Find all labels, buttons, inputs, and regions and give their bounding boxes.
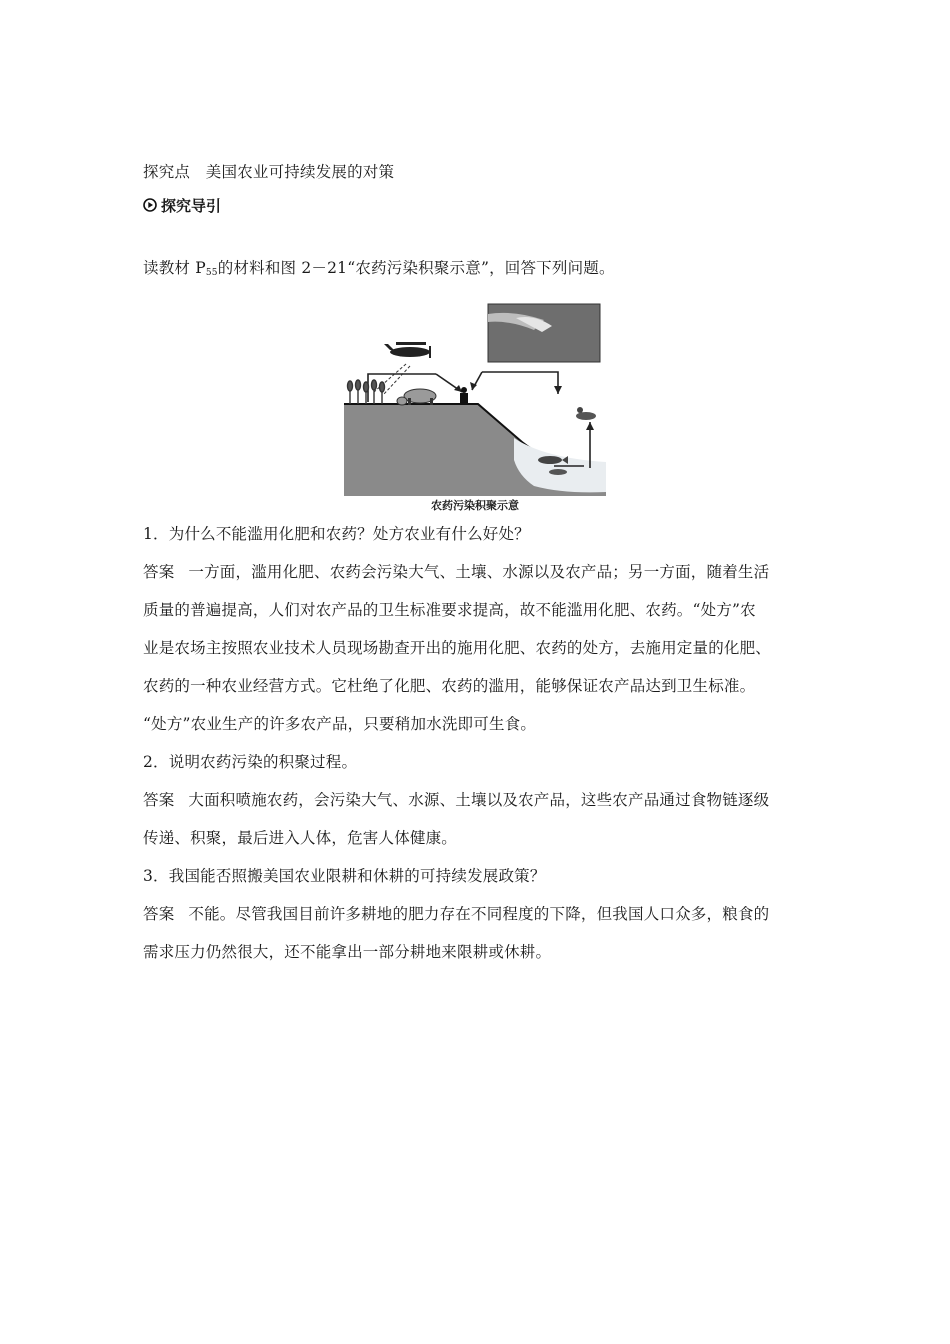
sea-photo [488, 304, 600, 362]
answer-1-line: 农药的一种农业经营方式。它杜绝了化肥、农药的滥用，能够保证农产品达到卫生标准。 [143, 677, 756, 695]
guide-label: 探究导引 [161, 196, 222, 215]
human-icon [460, 387, 468, 404]
question-1: 1．为什么不能滥用化肥和农药？处方农业有什么好处？ [143, 525, 530, 543]
question-2: 2．说明农药污染的积聚过程。 [143, 753, 358, 771]
answer-3-line: 需求压力仍然很大，还不能拿出一部分耕地来限耕或休耕。 [143, 943, 552, 961]
answer-2-line: 传递、积聚，最后进入人体，危害人体健康。 [143, 829, 458, 847]
intro-before: 读教材 P [143, 259, 206, 277]
answer-1-line: 质量的普遍提高，人们对农产品的卫生标准要求提高，故不能滥用化肥、农药。“处方”农 [143, 601, 756, 619]
answer-2-line [143, 790, 769, 810]
intro-text [143, 258, 615, 283]
section-heading: 探究点 美国农业可持续发展的对策 [143, 163, 395, 181]
play-circle-icon [143, 198, 157, 212]
airplane-icon [384, 342, 430, 358]
answer-label: 答案 [143, 563, 175, 581]
answer-text: 一方面，滥用化肥、农药会污染大气、土壤、水源以及农产品；另一方面，随着生活 [188, 563, 770, 581]
answer-1-line [143, 562, 769, 582]
answer-1-line: 业是农场主按照农业技术人员现场勘查开出的施用化肥、农药的处方，去施用定量的化肥、 [143, 639, 772, 657]
duck-icon [576, 407, 596, 420]
answer-label: 答案 [143, 905, 175, 923]
guide-label-row [143, 195, 221, 215]
answer-label: 答案 [143, 791, 175, 809]
figure-caption: 农药污染积聚示意 [431, 499, 519, 512]
question-3: 3．我国能否照搬美国农业限耕和休耕的可持续发展政策？ [143, 867, 546, 885]
intro-after: 的材料和图 2－21“农药污染积聚示意”，回答下列问题。 [217, 259, 615, 277]
cow-icon [397, 389, 436, 405]
answer-3-line [143, 904, 769, 924]
intro-page-number: 55 [205, 268, 218, 278]
pesticide-diagram [344, 290, 606, 496]
answer-text: 不能。尽管我国目前许多耕地的肥力存在不同程度的下降，但我国人口众多，粮食的 [188, 905, 770, 923]
answer-1-line: “处方”农业生产的许多农产品，只要稍加水洗即可生食。 [143, 715, 537, 733]
crops-icon [348, 380, 385, 404]
pesticide-figure [344, 290, 606, 514]
answer-text: 大面积喷施农药，会污染大气、水源、土壤以及农产品，这些农产品通过食物链逐级 [188, 791, 770, 809]
